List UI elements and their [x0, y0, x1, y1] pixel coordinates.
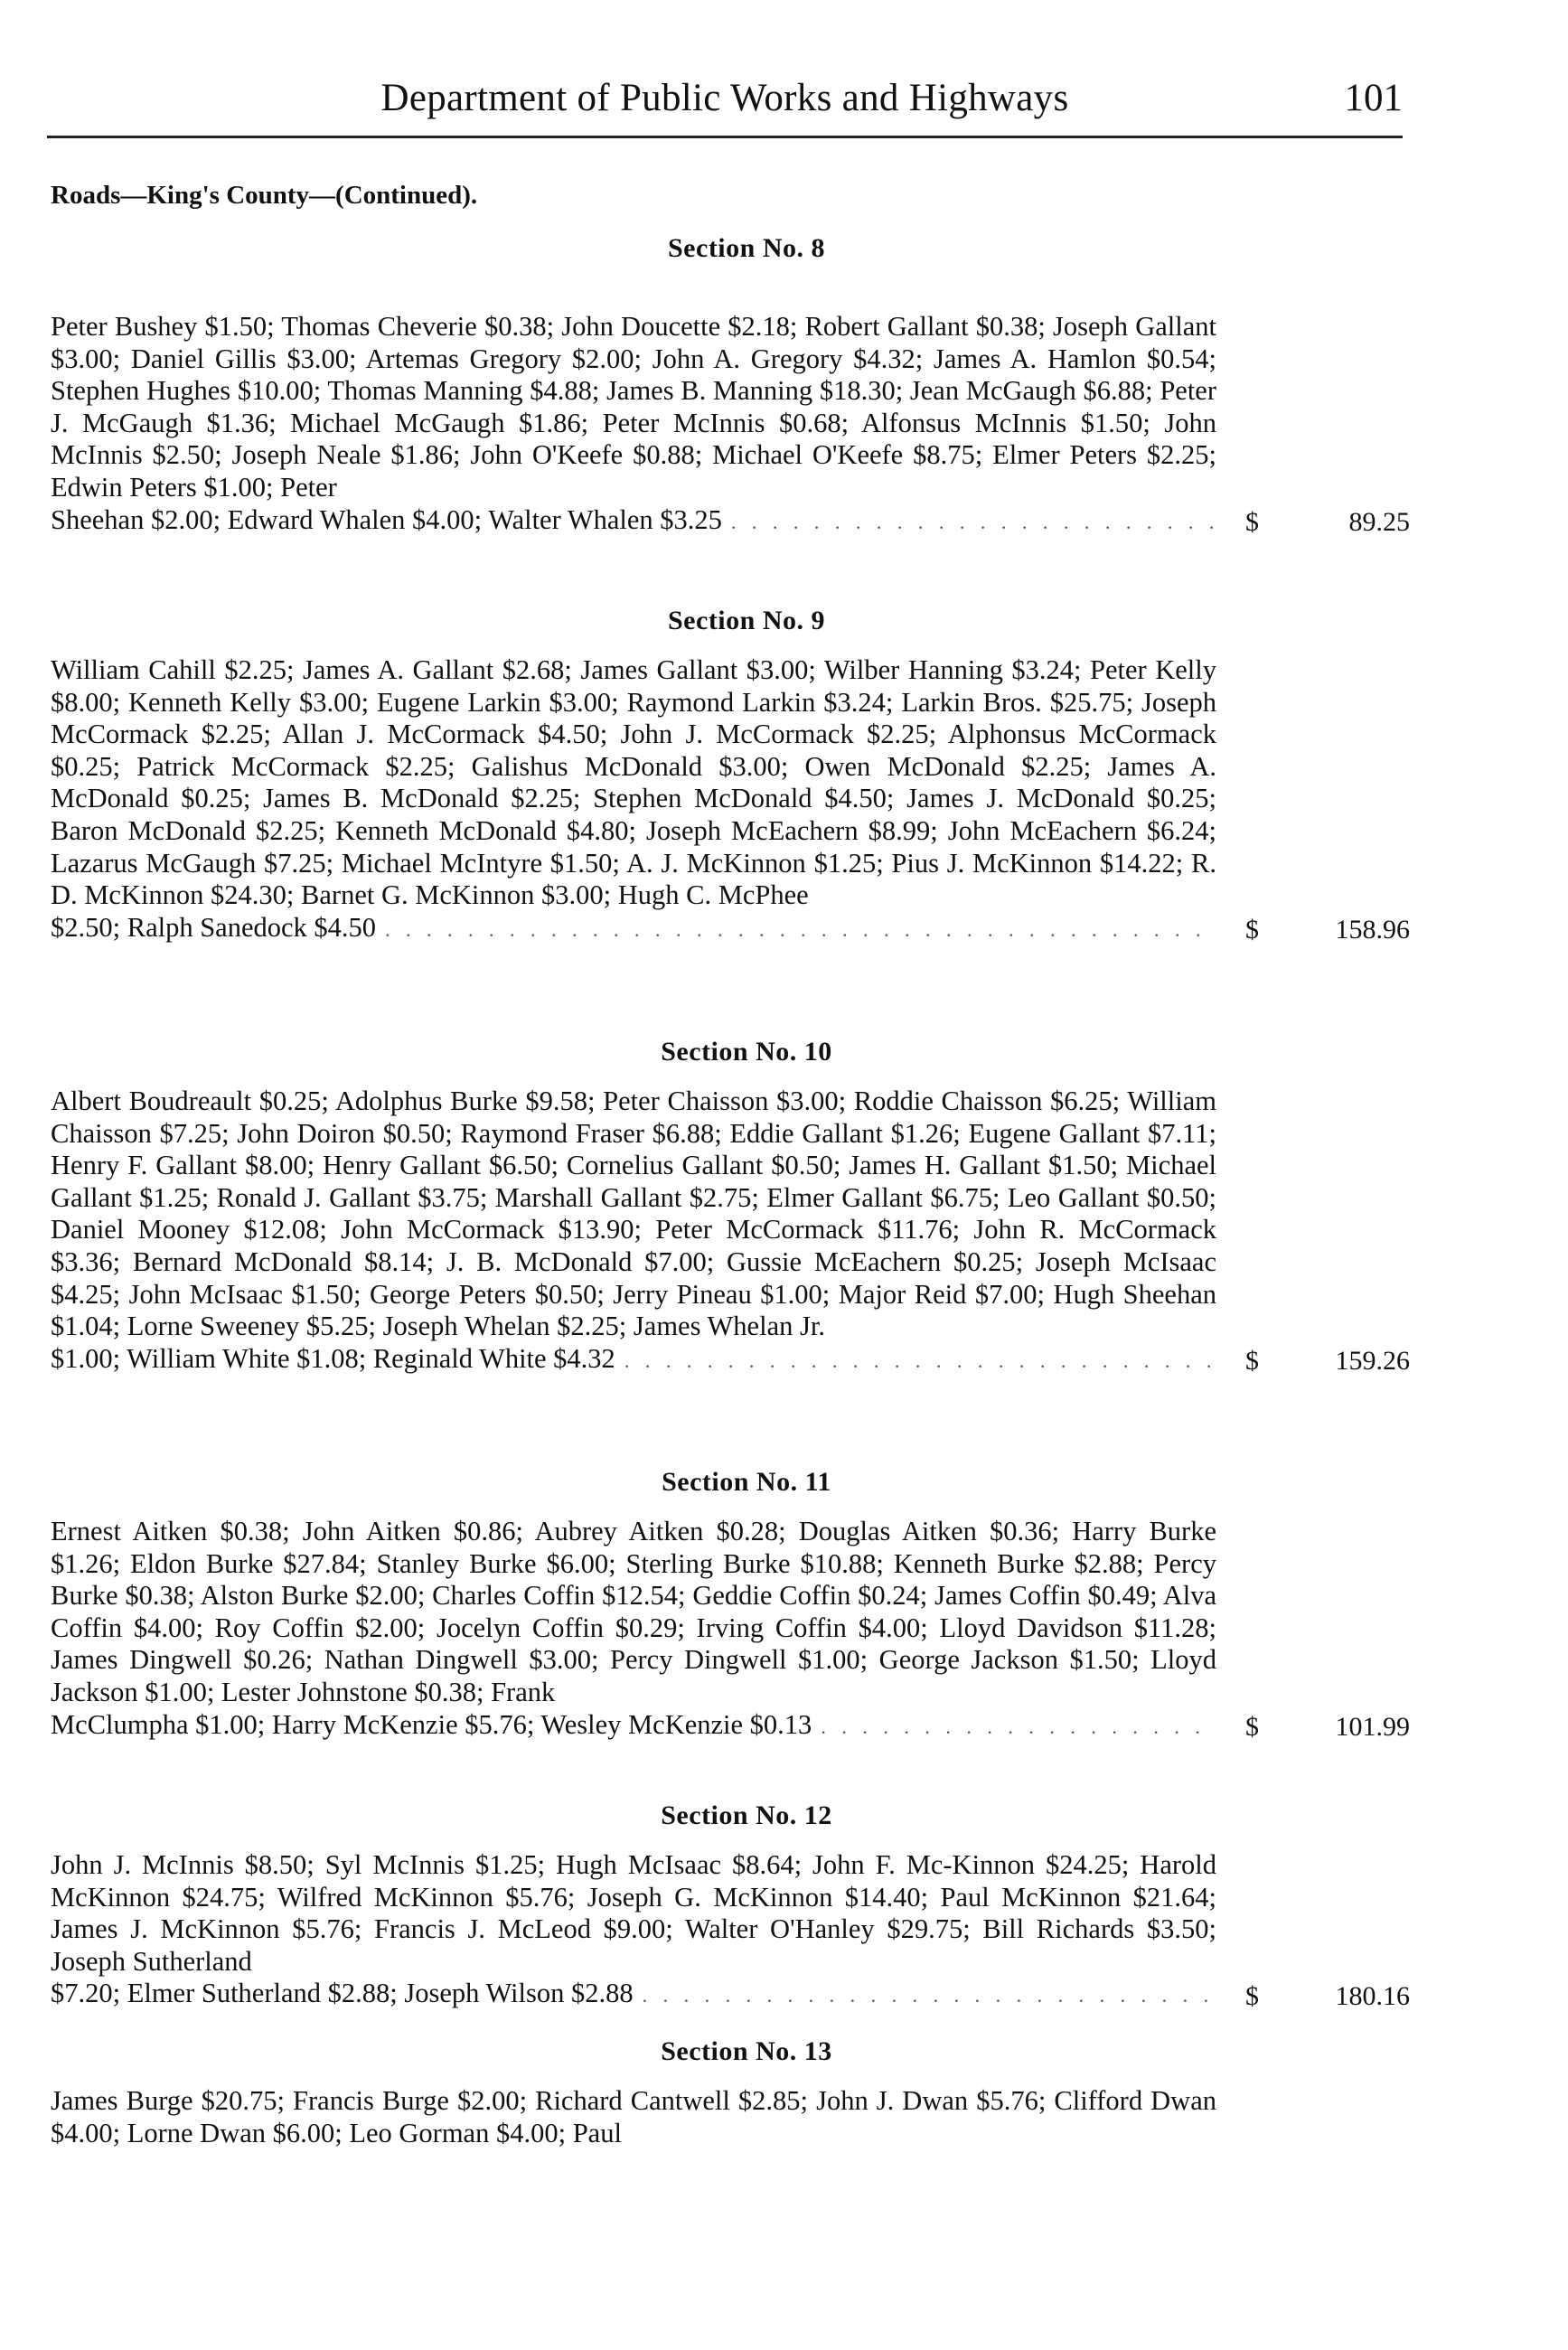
section-total: 101.99: [1335, 1712, 1410, 1743]
header-rule: [47, 136, 1403, 138]
page-header: [47, 70, 1403, 136]
section-title: Section No. 9: [668, 606, 825, 635]
leader-dots: [385, 914, 1216, 946]
section-total: 180.16: [1335, 1980, 1410, 2011]
section-title: Section No. 8: [668, 233, 825, 263]
currency-sign: $: [1245, 915, 1259, 945]
section-last-line: [51, 504, 1216, 539]
leader-dots: [643, 1979, 1216, 2012]
leader-dots: [821, 1711, 1216, 1744]
section-last-line: [51, 912, 1216, 946]
section-total: 158.96: [1335, 915, 1410, 945]
header-title: Department of Public Works and Highways: [380, 77, 1069, 119]
section-last-line: [51, 1978, 1216, 2012]
section-total-row: [51, 1342, 1410, 1377]
section-total: 159.26: [1335, 1346, 1410, 1377]
section-9: [51, 606, 1410, 945]
section-body: John J. McInnis $8.50; Syl McInnis $1.25; Hugh McIsaac $8.64; John F. Mc-Kinnon $24.25; Harold McKinnon $24.75; Wilfred McKinnon $5.76; Joseph G. McKinnon $14.40; Paul McKinnon $21.64; James J. McKinnon $5.76; Francis J. McLeod $9.00; Walter O'Hanley $29.75; Bill Richards $3.50; Joseph Sutherland: [51, 1849, 1216, 1977]
section-total-row: [51, 1978, 1410, 2012]
section-title: Section No. 12: [661, 1800, 832, 1830]
section-total: 89.25: [1348, 507, 1410, 538]
section-13: [51, 2036, 1406, 2149]
last-line-text: $2.50; Ralph Sanedock $4.50: [51, 911, 377, 943]
currency-sign: $: [1245, 1712, 1259, 1743]
section-body: James Burge $20.75; Francis Burge $2.00; Richard Cantwell $2.85; John J. Dwan $5.76; Clifford Dwan $4.00; Lorne Dwan $6.00; Leo Gorman $4.00; Paul: [51, 2085, 1216, 2148]
section-body: William Cahill $2.25; James A. Gallant $2.68; James Gallant $3.00; Wilber Hanning $3.24; Peter Kelly $8.00; Kenneth Kelly $3.00; Eugene Larkin $3.00; Raymond Larkin $3.24; Larkin Bros. $25.75; Joseph McCormack $2.25; Allan J. McCormack $4.50; John J. McCormack $2.25; Alphonsus McCormack $0.25; Patrick McCormack $2.25; Galishus McDonald $3.00; Owen McDonald $2.25; James A. McDonald $0.25; James B. McDonald $2.25; Stephen McDonald $4.50; James J. McDonald $0.25; Baron McDonald $2.25; Kenneth McDonald $4.80; Joseph McEachern $8.99; John McEachern $6.24; Lazarus McGaugh $7.25; Michael McIntyre $1.50; A. J. McKinnon $1.25; Pius J. McKinnon $14.22; R. D. McKinnon $24.30; Barnet G. McKinnon $3.00; Hugh C. McPhee: [51, 654, 1216, 911]
leader-dots: [731, 506, 1216, 539]
page-number: 101: [1344, 77, 1403, 119]
section-total-row: [51, 911, 1410, 946]
section-12: [51, 1800, 1410, 2012]
section-last-line: [51, 1709, 1216, 1744]
section-total-row: [51, 1708, 1410, 1744]
last-line-text: $7.20; Elmer Sutherland $2.88; Joseph Wilson $2.88: [51, 1978, 634, 2009]
running-head: Roads—King's County—(Continued).: [51, 181, 478, 210]
leader-dots: [624, 1345, 1216, 1377]
section-title: Section No. 11: [662, 1467, 831, 1497]
section-11: [51, 1467, 1410, 1743]
section-body: Ernest Aitken $0.38; John Aitken $0.86; Aubrey Aitken $0.28; Douglas Aitken $0.36; Harry Burke $1.26; Eldon Burke $27.84; Stanley Burke $6.00; Sterling Burke $10.88; Kenneth Burke $2.88; Percy Burke $0.38; Alston Burke $2.00; Charles Coffin $12.54; Geddie Coffin $0.24; James Coffin $0.49; Alva Coffin $4.00; Roy Coffin $2.00; Jocelyn Coffin $0.29; Irving Coffin $4.00; Lloyd Davidson $11.28; James Dingwell $0.26; Nathan Dingwell $3.00; Percy Dingwell $1.00; George Jackson $1.50; Lloyd Jackson $1.00; Lester Johnstone $0.38; Frank: [51, 1516, 1216, 1707]
currency-sign: $: [1245, 1346, 1259, 1377]
last-line-text: McClumpha $1.00; Harry McKenzie $5.76; Wesley McKenzie $0.13: [51, 1708, 812, 1740]
section-8: [51, 233, 1410, 538]
section-last-line: [51, 1343, 1216, 1377]
section-body: Peter Bushey $1.50; Thomas Cheverie $0.38; John Doucette $2.18; Robert Gallant $0.38; Joseph Gallant $3.00; Daniel Gillis $3.00; Artemas Gregory $2.00; John A. Gregory $4.32; James A. Hamlon $0.54; Stephen Hughes $10.00; Thomas Manning $4.88; James B. Manning $18.30; Jean McGaugh $6.88; Peter J. McGaugh $1.36; Michael McGaugh $1.86; Peter McInnis $0.68; Alfonsus McInnis $1.50; John McInnis $2.50; Joseph Neale $1.86; John O'Keefe $0.88; Michael O'Keefe $8.75; Elmer Peters $2.25; Edwin Peters $1.00; Peter: [51, 311, 1216, 503]
section-title: Section No. 13: [661, 2036, 832, 2066]
section-body: Albert Boudreault $0.25; Adolphus Burke $9.58; Peter Chaisson $3.00; Roddie Chaisson $6.25; William Chaisson $7.25; John Doiron $0.50; Raymond Fraser $6.88; Eddie Gallant $1.26; Eugene Gallant $7.11; Henry F. Gallant $8.00; Henry Gallant $6.50; Cornelius Gallant $0.50; James H. Gallant $1.50; Michael Gallant $1.25; Ronald J. Gallant $3.75; Marshall Gallant $2.75; Elmer Gallant $6.75; Leo Gallant $0.50; Daniel Mooney $12.08; John McCormack $13.90; Peter McCormack $11.76; John R. McCormack $3.36; Bernard McDonald $8.14; J. B. McDonald $7.00; Gussie McEachern $0.25; Joseph McIsaac $4.25; John McIsaac $1.50; George Peters $0.50; Jerry Pineau $1.00; Major Reid $7.00; Hugh Sheehan $1.04; Lorne Sweeney $5.25; Joseph Whelan $2.25; James Whelan Jr.: [51, 1086, 1216, 1342]
section-total-row: [51, 503, 1410, 539]
currency-sign: $: [1245, 507, 1259, 538]
last-line-text: Sheehan $2.00; Edward Whalen $4.00; Walter Whalen $3.25: [51, 503, 722, 535]
section-10: [51, 1037, 1410, 1377]
section-title: Section No. 10: [661, 1037, 832, 1067]
last-line-text: $1.00; William White $1.08; Reginald White $4.32: [51, 1342, 615, 1374]
currency-sign: $: [1245, 1980, 1259, 2011]
